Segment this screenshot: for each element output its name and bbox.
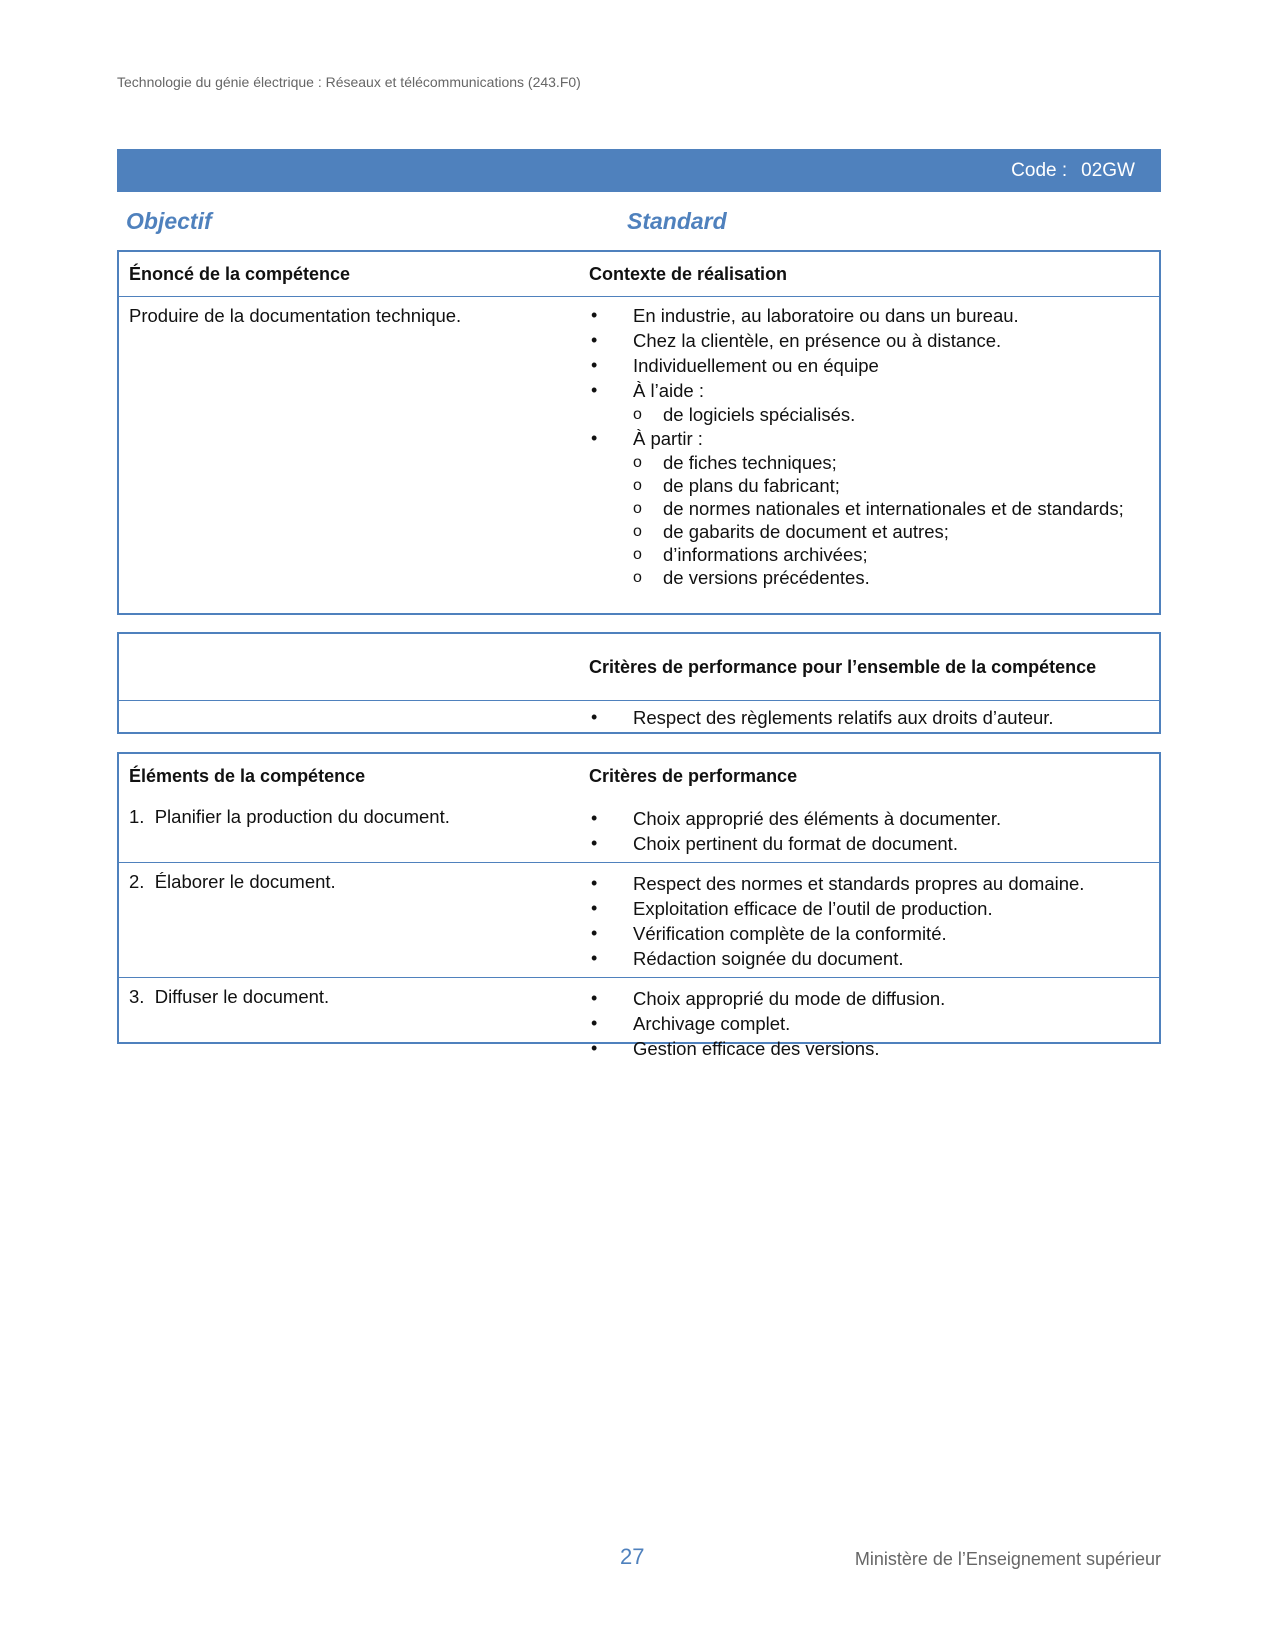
performance-criteria-header: Critères de performance [589, 765, 798, 786]
global-criteria-header-row [119, 634, 1159, 700]
context-sub-item: o de versions précédentes. [633, 566, 1151, 589]
performance-criterion: • Gestion efficace des versions. [589, 1036, 1151, 1061]
context-sub-item: o de logiciels spécialisés. [633, 403, 1151, 426]
element-label: 3. Diffuser le document. [129, 986, 330, 1007]
element-criteria-container [589, 986, 1159, 1061]
element-row [119, 798, 1159, 862]
standard-heading: Standard [627, 208, 727, 234]
context-item [589, 353, 1151, 378]
context-item-text: À l’aide : [633, 380, 704, 401]
element-criteria-list [589, 986, 1151, 1061]
elements-rows [119, 798, 1159, 1067]
global-criteria-list-container [589, 705, 1159, 730]
performance-criterion: • Exploitation efficace de l’outil de production. [589, 896, 1151, 921]
elements-panel [117, 752, 1161, 1059]
element-criteria-list [589, 871, 1151, 971]
context-sub-item: o d’informations archivées; [633, 543, 1151, 566]
context-item [589, 378, 1151, 426]
performance-criterion: • Choix pertinent du format de document. [589, 831, 1151, 856]
competence-body-row [119, 296, 1159, 589]
objective-heading: Objectif [126, 208, 212, 234]
running-head: Technologie du génie électrique : Réseaux et télécommunications (243.F0) [117, 74, 581, 90]
performance-criterion: • Choix approprié des éléments à documenter. [589, 806, 1151, 831]
code-label: Code : [1011, 159, 1068, 181]
footer-ministry: Ministère de l’Enseignement supérieur [854, 1549, 1161, 1569]
performance-criterion: • Rédaction soignée du document. [589, 946, 1151, 971]
context-sub-item: o de fiches techniques; [633, 451, 1151, 474]
context-item-text: À partir : [633, 428, 703, 449]
context-list [589, 303, 1151, 589]
code-value: 02GW [1081, 159, 1135, 181]
competence-header-row [119, 252, 1159, 296]
context-sub-item: o de plans du fabricant; [633, 474, 1151, 497]
competence-statement: Produire de la documentation technique. [129, 305, 462, 326]
context-sub-list [633, 403, 1151, 426]
performance-criterion: • Choix approprié du mode de diffusion. [589, 986, 1151, 1011]
context-item-text: Individuellement ou en équipe [633, 355, 879, 376]
performance-criterion: • Respect des normes et standards propres au domaine. [589, 871, 1151, 896]
context-list-container [589, 303, 1159, 589]
element-criteria-container [589, 806, 1159, 856]
element-row [119, 862, 1159, 977]
elements-header: Éléments de la compétence [129, 765, 366, 786]
global-criteria-panel [117, 632, 1161, 734]
global-criteria-body-row [119, 700, 1159, 730]
performance-criterion: • Archivage complet. [589, 1011, 1151, 1036]
context-item-text: En industrie, au laboratoire ou dans un bureau. [633, 305, 1019, 326]
context-sub-list [633, 451, 1151, 589]
global-criteria-header: Critères de performance pour l’ensemble de la compétence [589, 657, 1097, 677]
context-sub-item: o de normes nationales et internationales et de standards; [633, 497, 1151, 520]
element-label: 1. Planifier la production du document. [129, 806, 450, 827]
context-item [589, 303, 1151, 328]
context-sub-item: o de gabarits de document et autres; [633, 520, 1151, 543]
context-item [589, 328, 1151, 353]
global-criteria-list [589, 705, 1151, 730]
page-number: 27 [620, 1544, 645, 1569]
performance-criterion: • Vérification complète de la conformité. [589, 921, 1151, 946]
element-row [119, 977, 1159, 1067]
elements-header-row [119, 754, 1159, 798]
global-criterion: • Respect des règlements relatifs aux droits d’auteur. [589, 705, 1151, 730]
element-criteria-container [589, 871, 1159, 971]
element-label: 2. Élaborer le document. [129, 871, 336, 892]
code-bar [117, 149, 1161, 192]
competence-panel [117, 250, 1161, 615]
global-criteria-empty-cell-2 [119, 705, 589, 730]
element-criteria-list [589, 806, 1151, 856]
context-header: Contexte de réalisation [589, 263, 788, 284]
context-item-text: Chez la clientèle, en présence ou à distance. [633, 330, 1002, 351]
competence-statement-header: Énoncé de la compétence [129, 263, 351, 284]
context-item [589, 426, 1151, 589]
